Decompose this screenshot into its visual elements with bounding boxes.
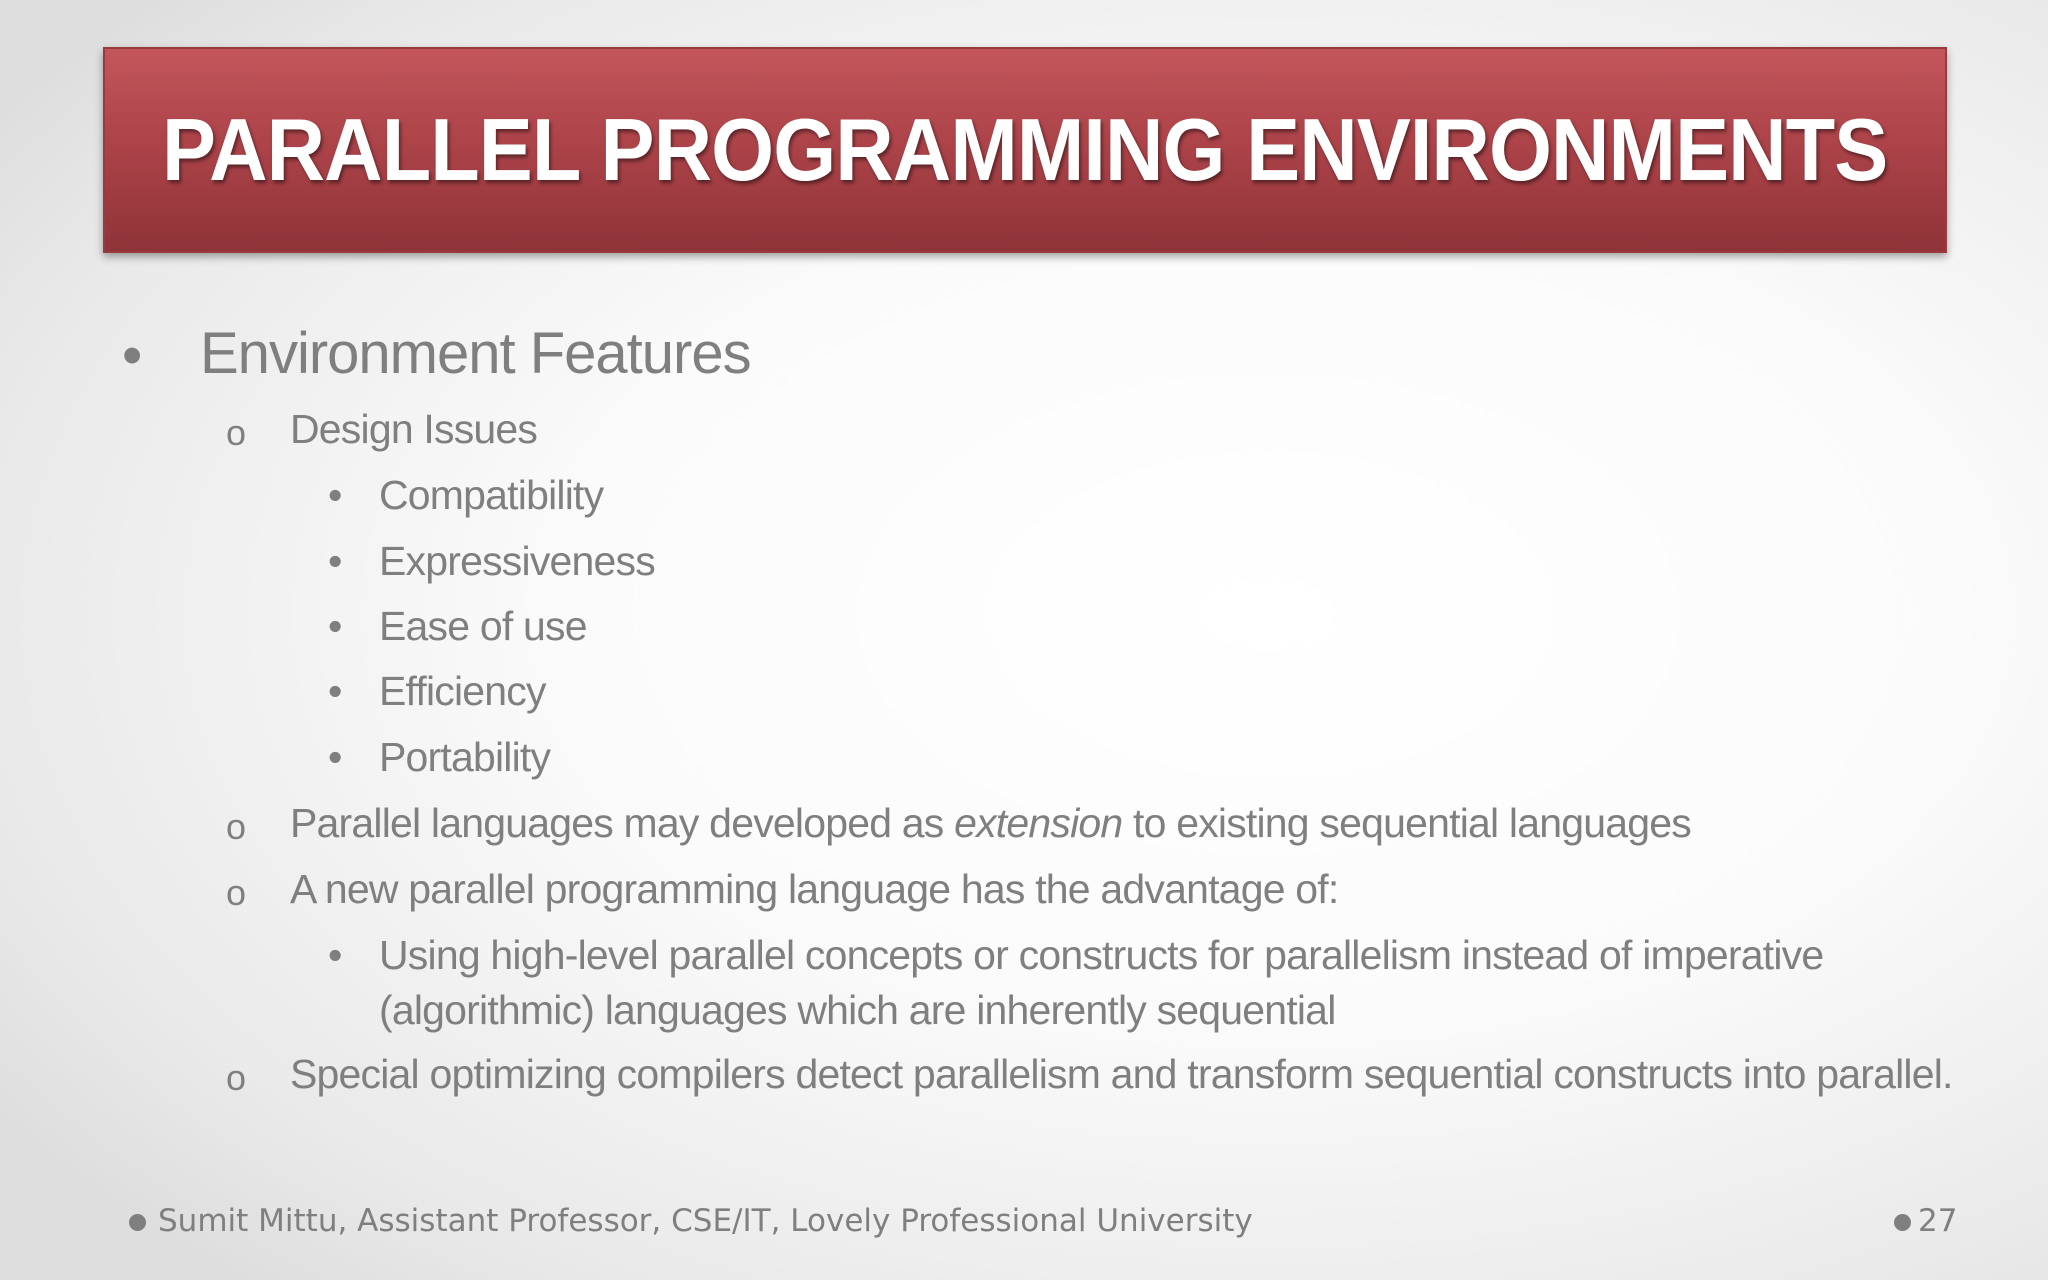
bullet-marker: • bbox=[328, 538, 342, 584]
extension-line-before: Parallel languages may developed as bbox=[290, 800, 955, 846]
list-item-expressiveness: Expressiveness bbox=[379, 538, 655, 584]
page-number: 27 bbox=[1918, 1203, 1958, 1239]
bullet-marker: • bbox=[328, 668, 342, 714]
advantage-label: A new parallel programming language has the advantage of: bbox=[290, 866, 1339, 912]
sub-bullet-marker: o bbox=[226, 806, 246, 847]
list-item-compatibility: Compatibility bbox=[379, 472, 604, 518]
advantage-item-line2: (algorithmic) languages which are inherently sequential bbox=[379, 987, 1336, 1033]
design-issues-label: Design Issues bbox=[290, 406, 538, 452]
bullet-marker: • bbox=[122, 323, 142, 388]
extension-line bbox=[290, 800, 1691, 847]
footer-dot bbox=[129, 1214, 146, 1231]
bullet-marker: • bbox=[328, 734, 342, 780]
bullet-marker: • bbox=[328, 603, 342, 649]
compilers-line: Special optimizing compilers detect parallelism and transform sequential constructs into parallel. bbox=[290, 1051, 1953, 1097]
advantage-item-line1: Using high-level parallel concepts or constructs for parallelism instead of imperative bbox=[379, 932, 1824, 978]
list-item-efficiency: Efficiency bbox=[379, 668, 546, 714]
bullet-marker: • bbox=[328, 472, 342, 518]
heading-environment-features: Environment Features bbox=[200, 321, 751, 386]
page-number-dot bbox=[1894, 1214, 1911, 1231]
list-item-portability: Portability bbox=[379, 734, 551, 780]
sub-bullet-marker: o bbox=[226, 412, 246, 453]
footer-author: Sumit Mittu, Assistant Professor, CSE/IT, Lovely Professional University bbox=[158, 1203, 1253, 1239]
sub-bullet-marker: o bbox=[226, 872, 246, 913]
extension-line-after: to existing sequential languages bbox=[1122, 800, 1691, 846]
list-item-ease-of-use: Ease of use bbox=[379, 603, 587, 649]
bullet-marker: • bbox=[328, 932, 342, 978]
extension-line-emphasis: extension bbox=[954, 800, 1123, 846]
sub-bullet-marker: o bbox=[226, 1057, 246, 1098]
slide-title: PARALLEL PROGRAMMING ENVIRONMENTS bbox=[162, 100, 1888, 199]
